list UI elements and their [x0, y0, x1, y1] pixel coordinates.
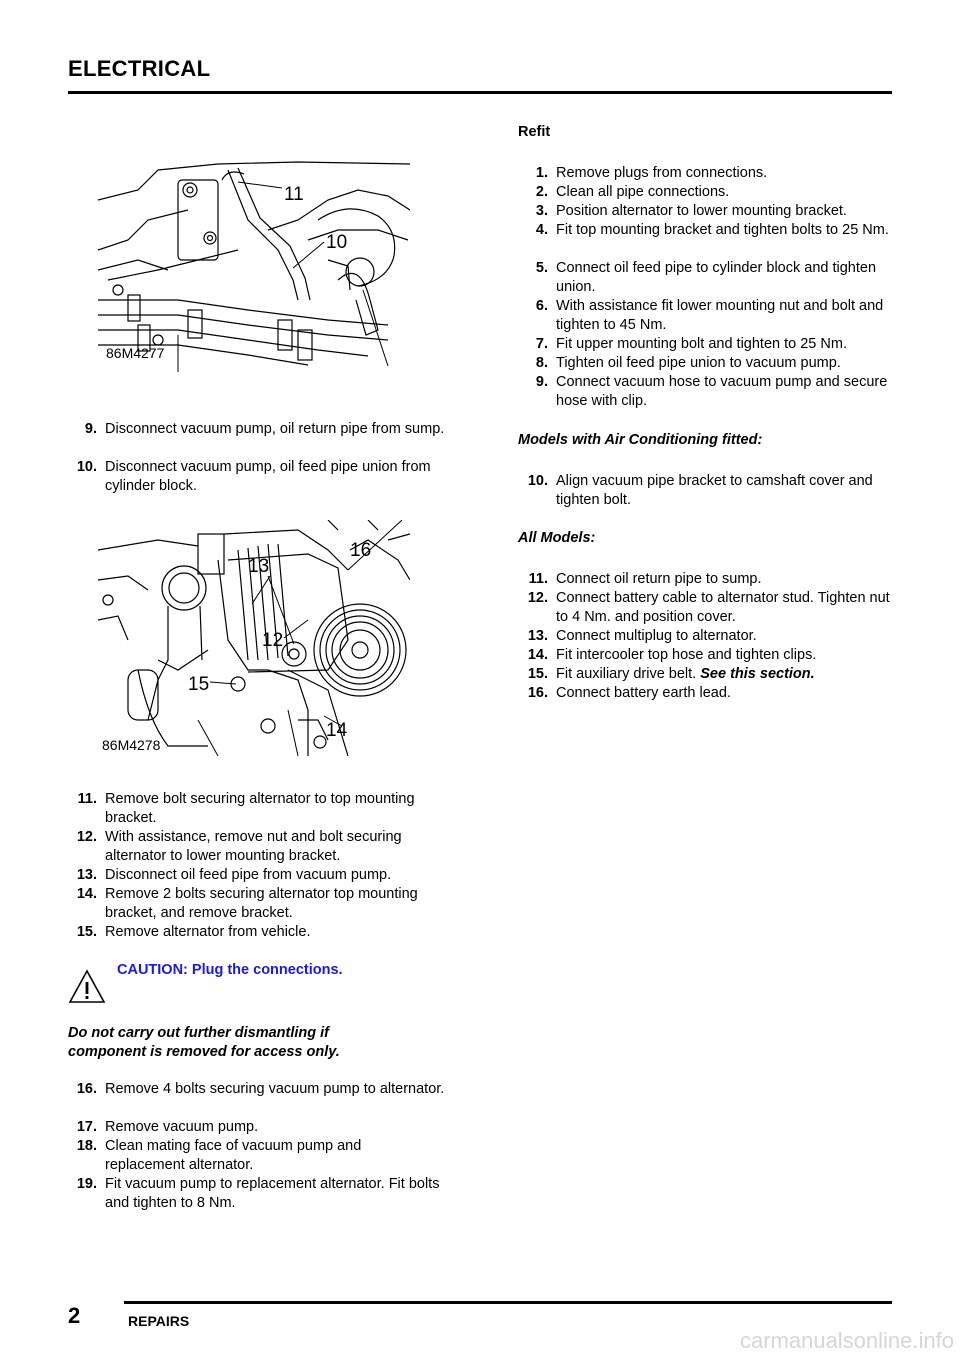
step-text-main: Fit auxiliary drive belt.	[556, 666, 697, 682]
step-text: Fit vacuum pump to replacement alternator. Fit bolts and tighten to 8 Nm.	[105, 1176, 440, 1211]
page-title: ELECTRICAL	[68, 56, 211, 81]
callout-16: 16	[350, 540, 372, 561]
step-text: Connect battery earth lead.	[556, 685, 731, 701]
list-item	[76, 1137, 445, 1175]
step-text: Disconnect vacuum pump, oil feed pipe union from cylinder block.	[105, 459, 431, 494]
list-item	[535, 202, 896, 221]
step-text	[556, 665, 896, 684]
list-item	[76, 866, 445, 885]
step-number: 19.	[76, 1176, 97, 1192]
step-number: 16.	[76, 1081, 97, 1097]
step-number: 4.	[535, 222, 548, 238]
step-number: 5.	[535, 260, 548, 276]
step-text: Position alternator to lower mounting bracket.	[556, 203, 847, 219]
figure-86m4277	[98, 160, 410, 372]
list-item	[535, 354, 896, 373]
alternator-illustration	[98, 520, 410, 756]
step-text: Fit intercooler top hose and tighten clips.	[556, 647, 817, 663]
list-item	[76, 1118, 445, 1137]
step-number: 12.	[76, 829, 97, 845]
list-item	[535, 373, 896, 411]
list-item	[535, 297, 896, 335]
step-number: 7.	[535, 336, 548, 352]
callout-10: 10	[326, 232, 348, 253]
list-item	[527, 684, 896, 703]
watermark: carmanualsonline.info	[739, 1328, 954, 1353]
step-number: 13.	[76, 867, 97, 883]
step-text: With assistance fit lower mounting nut and bolt and tighten to 45 Nm.	[556, 298, 884, 333]
step-number: 14.	[527, 647, 548, 663]
step-text: Clean all pipe connections.	[556, 184, 730, 200]
step-text: Remove bolt securing alternator to top mounting bracket.	[105, 791, 415, 826]
list-item	[76, 1080, 445, 1099]
step-text: Clean mating face of vacuum pump and replacement alternator.	[105, 1138, 362, 1173]
list-item	[527, 646, 896, 665]
list-item	[535, 221, 896, 240]
step-number: 15.	[527, 666, 548, 682]
step-text: Connect oil feed pipe to cylinder block and tighten union.	[556, 260, 877, 295]
step-text: Tighten oil feed pipe union to vacuum pump.	[556, 355, 841, 371]
step-number: 12.	[527, 590, 548, 606]
step-number: 6.	[535, 298, 548, 314]
list-item	[527, 472, 896, 510]
step-number: 16.	[527, 685, 548, 701]
figure-86m4278	[98, 520, 410, 756]
callout-13: 13	[248, 556, 270, 577]
step-text: Remove 4 bolts securing vacuum pump to alternator.	[105, 1081, 445, 1097]
step-text: Connect battery cable to alternator stud. Tighten nut to 4 Nm. and position cover.	[556, 590, 890, 625]
list-item	[535, 164, 896, 183]
cross-reference-link[interactable]: See this section.	[700, 666, 815, 682]
step-text: Fit upper mounting bolt and tighten to 25 Nm.	[556, 336, 847, 352]
step-number: 17.	[76, 1119, 97, 1135]
list-item	[528, 570, 896, 589]
callout-11: 11	[284, 184, 304, 205]
header-rule	[68, 91, 892, 94]
list-item	[76, 828, 445, 866]
list-item	[76, 885, 445, 923]
list-item	[527, 627, 896, 646]
warning-icon	[68, 968, 106, 1011]
step-number: 9.	[535, 374, 548, 390]
list-item	[76, 458, 445, 496]
step-text: Connect oil return pipe to sump.	[556, 571, 762, 587]
step-number: 11.	[77, 791, 97, 807]
step-text: Remove plugs from connections.	[556, 165, 768, 181]
engine-vacuum-pump-illustration	[98, 160, 410, 372]
step-text: With assistance, remove nut and bolt securing alternator to lower mounting bracket.	[105, 829, 402, 864]
step-number: 10.	[76, 459, 97, 475]
step-text: Disconnect oil feed pipe from vacuum pump.	[105, 867, 392, 883]
step-number: 2.	[535, 184, 548, 200]
step-number: 18.	[76, 1138, 97, 1154]
list-item	[535, 335, 896, 354]
refit-heading: Refit	[518, 124, 551, 140]
step-text: Connect vacuum hose to vacuum pump and secure hose with clip.	[556, 374, 888, 409]
step-number: 9.	[84, 421, 97, 437]
page-number: 2	[68, 1303, 81, 1328]
callout-12: 12	[262, 630, 284, 651]
callout-15: 15	[188, 674, 210, 695]
step-text: Remove vacuum pump.	[105, 1119, 259, 1135]
list-item	[84, 420, 445, 439]
caution-note: CAUTION: Plug the connections.	[117, 962, 343, 978]
step-number: 14.	[76, 886, 97, 902]
ac-models-heading: Models with Air Conditioning fitted:	[518, 432, 763, 448]
step-text: Fit top mounting bracket and tighten bolts to 25 Nm.	[556, 222, 889, 238]
all-models-heading: All Models:	[518, 530, 596, 546]
footer-rule	[124, 1301, 892, 1304]
list-item	[76, 923, 445, 942]
step-text: Remove alternator from vehicle.	[105, 924, 311, 940]
step-text: Disconnect vacuum pump, oil return pipe from sump.	[105, 421, 445, 437]
step-number: 3.	[535, 203, 548, 219]
step-text: Align vacuum pipe bracket to camshaft cover and tighten bolt.	[556, 473, 873, 508]
list-item	[535, 259, 896, 297]
step-number: 13.	[527, 628, 548, 644]
step-number: 10.	[527, 473, 548, 489]
list-item	[527, 665, 896, 684]
dismantle-note: Do not carry out further dismantling if component is removed for access only.	[68, 1025, 340, 1060]
footer-section-label: REPAIRS	[128, 1313, 190, 1329]
list-item	[527, 589, 896, 627]
list-item	[535, 183, 896, 202]
figure-id: 86M4278	[102, 737, 161, 753]
step-number: 11.	[528, 571, 548, 587]
step-text: Connect multiplug to alternator.	[556, 628, 757, 644]
step-number: 8.	[535, 355, 548, 371]
figure-id: 86M4277	[106, 345, 165, 361]
step-number: 1.	[535, 165, 548, 181]
list-item	[76, 1175, 445, 1213]
list-item	[77, 790, 445, 828]
step-number: 15.	[76, 924, 97, 940]
callout-14: 14	[326, 720, 348, 741]
step-text: Remove 2 bolts securing alternator top mounting bracket, and remove bracket.	[105, 886, 418, 921]
